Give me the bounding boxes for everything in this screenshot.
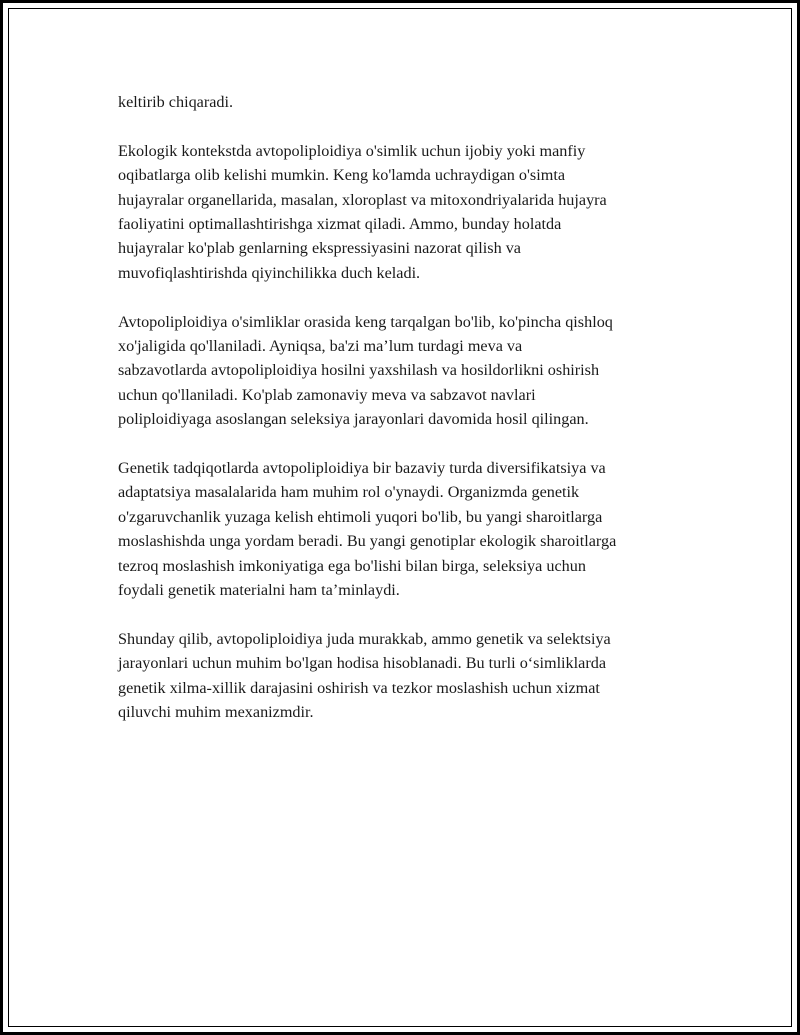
text-line: Shunday qilib, avtopoliploidiya juda murakkab, ammo genetik va selektsiya: [118, 629, 611, 648]
paragraph-1: [118, 90, 688, 114]
text-line: hujayralar ko'plab genlarning ekspressiyasini nazorat qilish va: [118, 239, 521, 258]
text-line: Genetik tadqiqotlarda avtopoliploidiya bir bazaviy turda diversifikatsiya va: [118, 459, 606, 478]
text-line: muvofiqlashtirishda qiyinchilikka duch keladi.: [118, 263, 421, 282]
document-body: [118, 90, 688, 749]
text-line: poliploidiyaga asoslangan seleksiya jarayonlari davomida hosil qilingan.: [118, 410, 589, 429]
text-line: xo'jaligida qo'llaniladi. Ayniqsa, ba'zi ma’lum turdagi meva va: [118, 337, 523, 356]
text-line: genetik xilma-xillik darajasini oshirish va tezkor moslashish uchun xizmat: [118, 678, 600, 697]
text-line: adaptatsiya masalalarida ham muhim rol o'ynaydi. Organizmda genetik: [118, 483, 580, 502]
text-line: sabzavotlarda avtopoliploidiya hosilni yaxshilash va hosildorlikni oshirish: [118, 361, 600, 380]
text-line: tezroq moslashish imkoniyatiga ega bo'lishi bilan birga, seleksiya uchun: [118, 556, 586, 575]
text-line: oqibatlarga olib kelishi mumkin. Keng ko'lamda uchraydigan o'simta: [118, 166, 566, 185]
text-line: uchun qo'llaniladi. Ko'plab zamonaviy meva va sabzavot navlari: [118, 385, 536, 404]
text-line: hujayralar organellarida, masalan, xloroplast va mitoxondriyalarida hujayra: [118, 190, 607, 209]
text-line: faoliyatini optimallashtirishga xizmat qiladi. Ammo, bunday holatda: [118, 215, 562, 234]
paragraph-2: [118, 139, 688, 285]
text-line: foydali genetik materialni ham ta’minlaydi.: [118, 581, 400, 600]
text-line: o'zgaruvchanlik yuzaga kelish ehtimoli yuqori bo'lib, bu yangi sharoitlarga: [118, 507, 603, 526]
text-line: qiluvchi muhim mexanizmdir.: [118, 703, 314, 722]
text-line: jarayonlari uchun muhim bo'lgan hodisa hisoblanadi. Bu turli o‘simliklarda: [118, 654, 607, 673]
text-line: Ekologik kontekstda avtopoliploidiya o'simlik uchun ijobiy yoki manfiy: [118, 141, 586, 160]
paragraph-3: [118, 310, 688, 432]
text-line: moslashishda unga yordam beradi. Bu yangi genotiplar ekologik sharoitlarga: [118, 532, 617, 551]
text-line: Avtopoliploidiya o'simliklar orasida keng tarqalgan bo'lib, ko'pincha qishloq: [118, 312, 613, 331]
text-line: keltirib chiqaradi.: [118, 93, 234, 111]
paragraph-4: [118, 456, 688, 602]
paragraph-5: [118, 627, 688, 725]
